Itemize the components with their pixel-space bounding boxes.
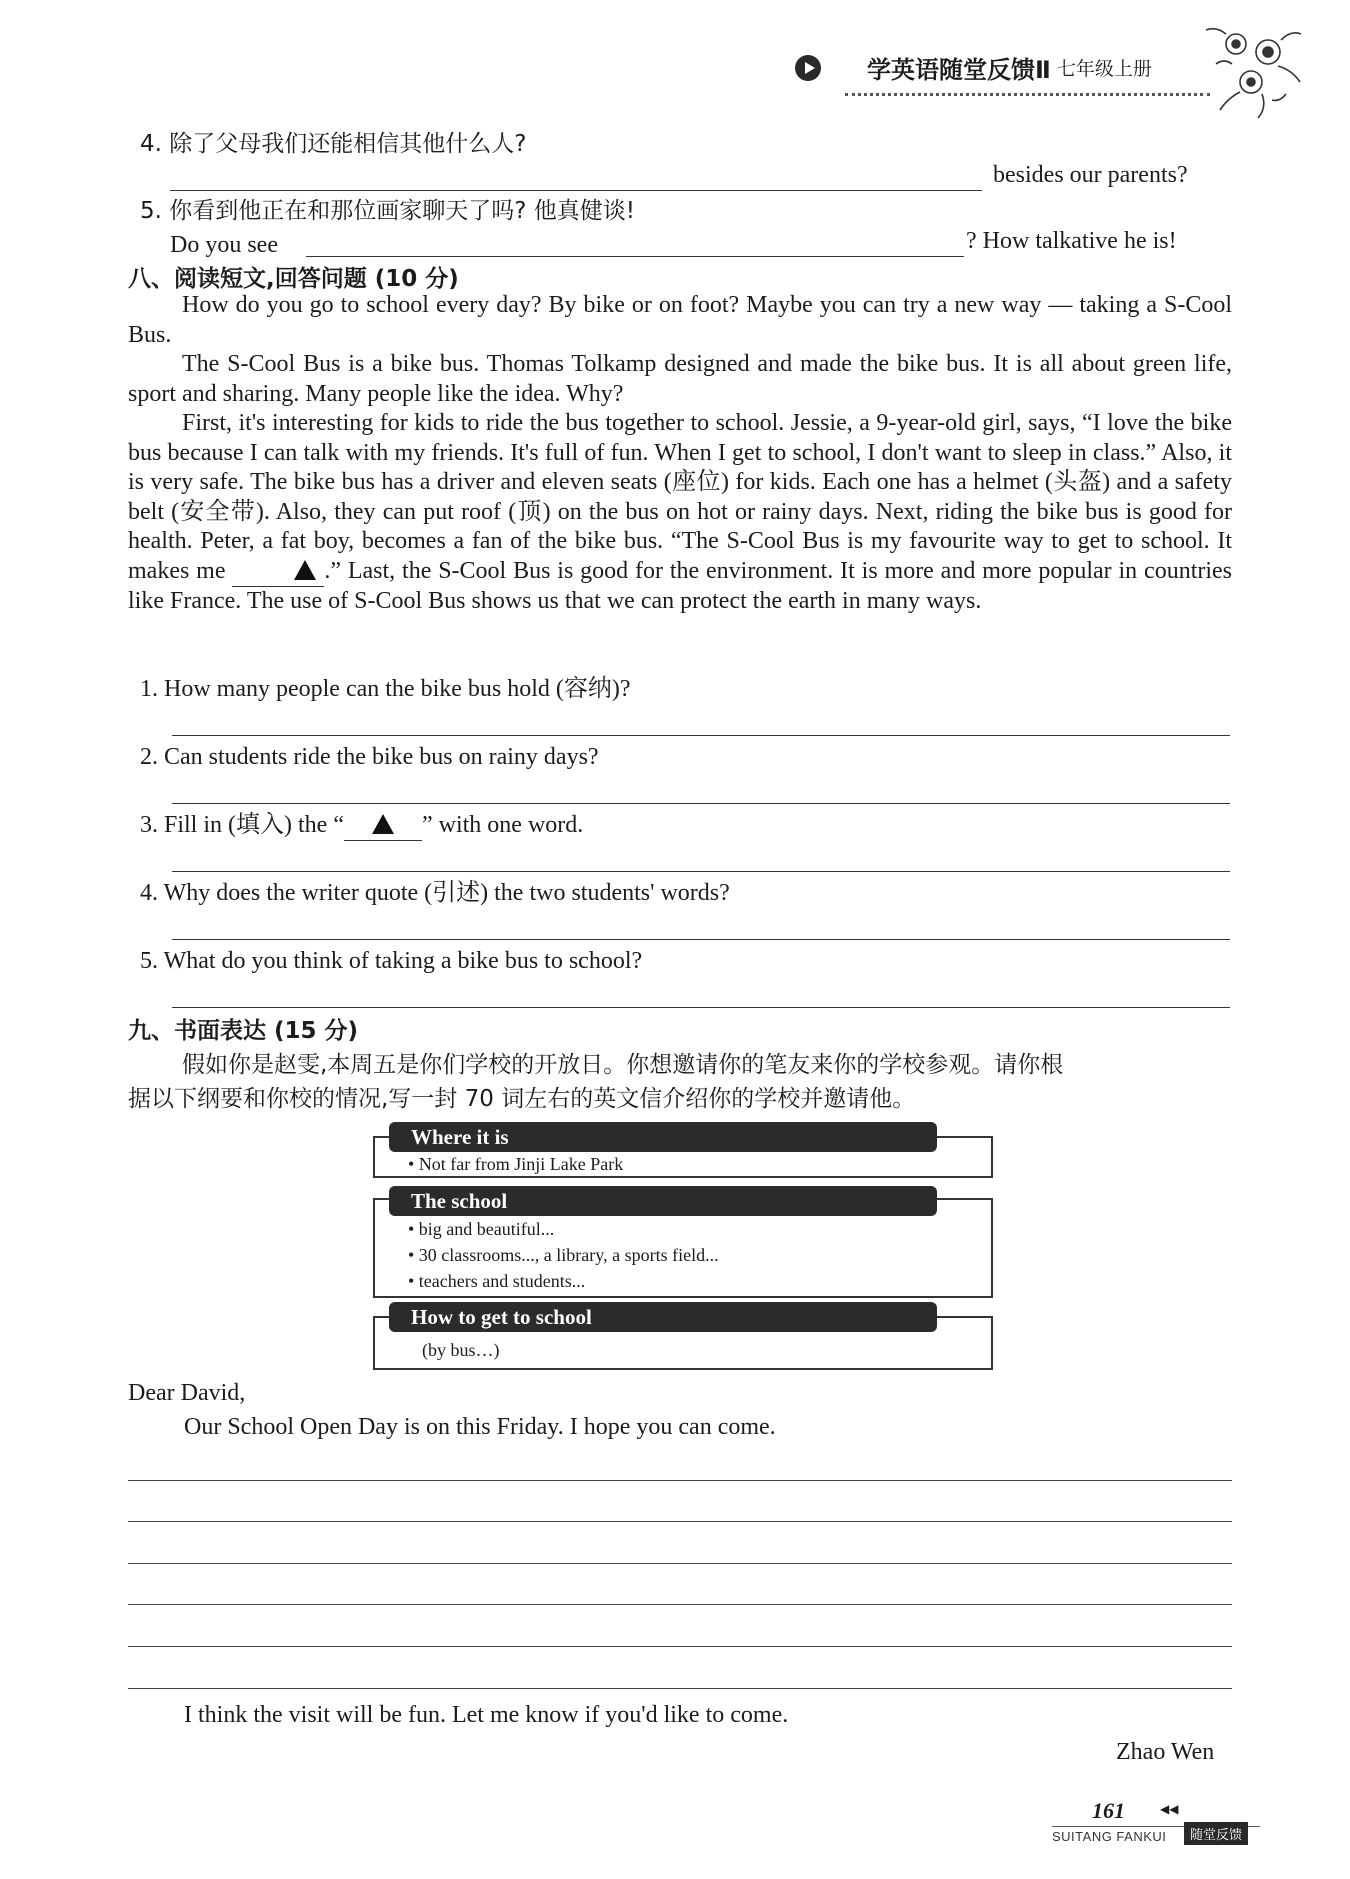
passage-paragraph-3 [128, 409, 1232, 617]
reading-q3-blank[interactable] [344, 810, 422, 841]
outline-item: • 30 classrooms..., a library, a sports field... [408, 1245, 719, 1265]
translation-q5: 5. 你看到他正在和那位画家聊天了吗? 他真健谈! [140, 198, 635, 224]
reading-q5: 5. What do you think of taking a bike bus to school? [140, 948, 643, 974]
writing-prompt-line-2: 据以下纲要和你校的情况,写一封 70 词左右的英文信介绍你的学校并邀请他。 [128, 1086, 916, 1112]
letter-closing: I think the visit will be fun. Let me know if you'd like to come. [184, 1702, 789, 1728]
passage-paragraph-1: How do you go to school every day? By bike or on foot? Maybe you can try a new way — taking a S-Cool Bus. [128, 292, 1232, 348]
outline-item: (by bus…) [422, 1340, 500, 1360]
letter-opening: Our School Open Day is on this Friday. I hope you can come. [184, 1414, 776, 1440]
play-icon [795, 55, 821, 81]
passage-blank[interactable] [232, 557, 324, 588]
q5-answer-line[interactable] [306, 256, 964, 257]
reading-q5-answer-line[interactable] [172, 1007, 1230, 1008]
outline-item: • big and beautiful... [408, 1219, 555, 1239]
passage-paragraph-3-text: First, it's interesting for kids to ride the bus together to school. Jessie, a 9-year-old girl, says, “I love the bike bus because I can talk with my friends. It's full of fun. When I get to school, I don't want to sleep in class.” Also, it is very safe. The bike bus has a driver and eleven seats (座位) for kids. Each one has a helmet (头盔) and a safety belt (安全带). Also, they can put roof (顶) on the bus on hot or rainy days. Next, riding the bike bus is good for health. Peter, a fat boy, becomes a fan of the bike bus. “The S-Cool Bus is my favourite way to get to school. It makes me [128, 410, 1232, 584]
reading-q2: 2. Can students ride the bike bus on rainy days? [140, 744, 599, 770]
book-subtitle: 七年级上册 [1056, 58, 1152, 80]
translation-q4: 4. 除了父母我们还能相信其他什么人? [140, 131, 527, 157]
footer-brand-cn: 随堂反馈 [1184, 1822, 1248, 1845]
section-8-heading: 八、阅读短文,回答问题 (10 分) [128, 266, 459, 292]
double-arrow-icon: ◀◀ [1160, 1802, 1179, 1816]
writing-line[interactable] [128, 1480, 1232, 1481]
writing-line[interactable] [128, 1563, 1232, 1564]
outline-item: • Not far from Jinji Lake Park [408, 1154, 624, 1174]
passage-paragraph-2: The S-Cool Bus is a bike bus. Thomas Tolkamp designed and made the bike bus. It is all about green life, sport and sharing. Many people like the idea. Why? [128, 351, 1232, 407]
section-9-heading: 九、书面表达 (15 分) [128, 1018, 359, 1044]
outline-title-transport: How to get to school [389, 1302, 937, 1332]
reading-q1: 1. How many people can the bike bus hold (容纳)? [140, 676, 631, 702]
reading-q3-text: 3. Fill in (填入) the “ [140, 812, 344, 838]
letter-salutation: Dear David, [128, 1380, 246, 1406]
letter-signature: Zhao Wen [1116, 1739, 1215, 1765]
outline-title-school: The school [389, 1186, 937, 1216]
page-header [795, 50, 1152, 85]
passage-paragraph-3-end: .” Last, the S-Cool Bus is good for the environment. It is more and more popular in countries like France. The use of S-Cool Bus shows us that we can protect the earth in many ways. [128, 557, 1233, 614]
page-number: 161 [1092, 1798, 1125, 1823]
flower-decoration-icon [1196, 14, 1306, 124]
writing-prompt-line-1: 假如你是赵雯,本周五是你们学校的开放日。你想邀请你的笔友来你的学校参观。请你根 [182, 1052, 1064, 1078]
q5-lead-text: Do you see [170, 232, 278, 258]
reading-q3-answer-line[interactable] [172, 871, 1230, 872]
q5-tail-text: ? How talkative he is! [966, 228, 1177, 254]
reading-q4: 4. Why does the writer quote (引述) the two students' words? [140, 880, 730, 906]
writing-line[interactable] [128, 1604, 1232, 1605]
footer-brand-en: SUITANG FANKUI [1052, 1829, 1167, 1844]
q4-answer-line[interactable] [170, 190, 982, 191]
reading-q4-answer-line[interactable] [172, 939, 1230, 940]
outline-title-location: Where it is [389, 1122, 937, 1152]
reading-q1-answer-line[interactable] [172, 735, 1230, 736]
reading-passage [128, 291, 1232, 617]
header-dotted-line [845, 93, 1210, 96]
outline-item: • teachers and students... [408, 1271, 586, 1291]
book-title: 学英语随堂反馈Ⅱ [867, 56, 1051, 84]
writing-line[interactable] [128, 1688, 1232, 1689]
triangle-icon [294, 560, 316, 580]
triangle-icon [372, 814, 394, 834]
reading-q2-answer-line[interactable] [172, 803, 1230, 804]
writing-line[interactable] [128, 1521, 1232, 1522]
reading-q3-tail: ” with one word. [421, 812, 584, 838]
reading-q3 [140, 810, 583, 841]
q4-tail-text: besides our parents? [993, 162, 1188, 188]
writing-line[interactable] [128, 1646, 1232, 1647]
